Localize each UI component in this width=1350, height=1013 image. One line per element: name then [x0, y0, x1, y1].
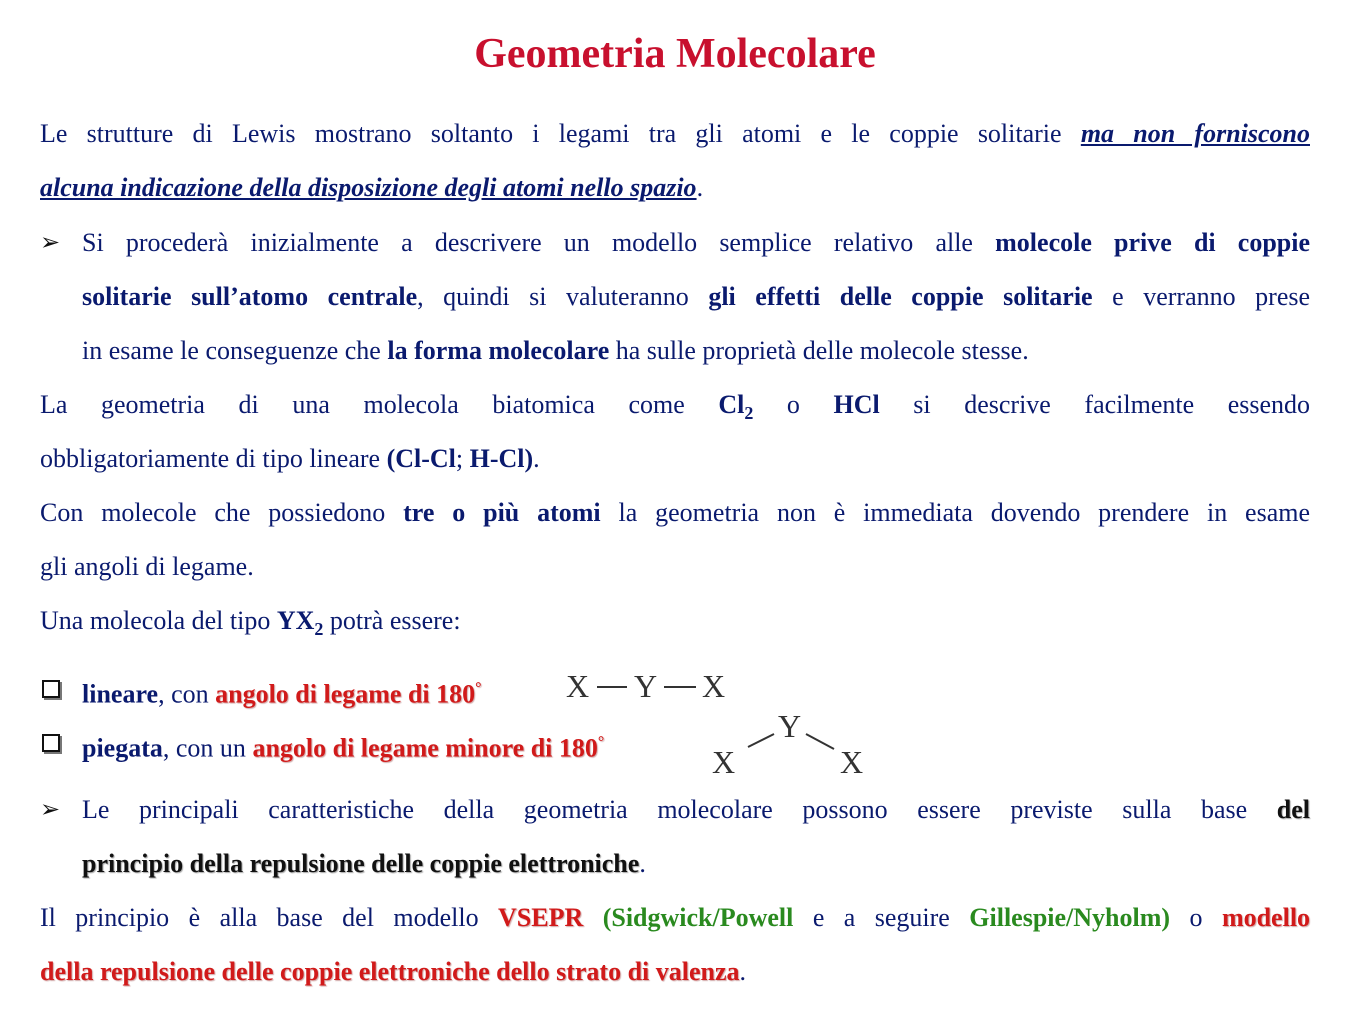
bent-bonds	[700, 700, 880, 790]
atom-y: Y	[634, 668, 658, 704]
bullet1-line-1: Si procederà inizialmente a descrivere un modello semplice relativo alle molecole prive di coppie	[82, 228, 1311, 257]
checkbox-square-icon	[42, 734, 60, 752]
atom-x-right: X	[840, 744, 864, 780]
atom-y: Y	[778, 708, 802, 744]
bond-line	[597, 686, 627, 688]
diatomic-line-1: La geometria di una molecola biatomica come $Cl_2$ o HCl si descrive facilmente essendo	[40, 390, 1311, 424]
arrow-bullet-icon: ➢	[40, 230, 61, 256]
bullet1-line-2: solitarie sull’atomo centrale, quindi si valuteranno gli effetti delle coppie solitarie e verranno prese	[82, 282, 1311, 311]
bullet2-line-1: Le principali caratteristiche della geometria molecolare possono essere previste sulla base del	[82, 795, 1311, 824]
bond-line	[664, 686, 696, 688]
bullet2-line-2: principio della repulsione delle coppie elettroniche.	[82, 849, 646, 878]
atom-x-right: X	[702, 668, 726, 704]
bullet1-line-3: in esame le conseguenze che la forma molecolare ha sulle proprietà delle molecole stesse.	[82, 336, 1029, 365]
polyatomic-line-2: gli angoli di legame.	[40, 552, 254, 581]
vsepr-line-2: della repulsione delle coppie elettroniche dello strato di valenza.	[40, 957, 747, 986]
page-title: Geometria Molecolare	[474, 31, 876, 77]
yx2-line: Una molecola del tipo $YX_2$ potrà essere:	[40, 606, 461, 640]
arrow-bullet-icon: ➢	[40, 797, 61, 823]
atom-x-left: X	[712, 744, 736, 780]
intro-line-1: Le strutture di Lewis mostrano soltanto i legami tra gli atomi e le coppie solitarie ma non forniscono	[40, 119, 1310, 148]
option-bent: piegata, con un angolo di legame minore di 180°	[82, 733, 605, 763]
bond-line	[748, 734, 774, 747]
intro-line-2: alcuna indicazione della disposizione degli atomi nello spazio.	[40, 173, 704, 202]
polyatomic-line-1: Con molecole che possiedono tre o più atomi la geometria non è immediata dovendo prendere in esame	[40, 498, 1311, 527]
vsepr-line-1: Il principio è alla base del modello VSEPR (Sidgwick/Powell e a seguire Gillespie/Nyholm) o modello	[40, 903, 1311, 932]
diatomic-line-2: obbligatoriamente di tipo lineare (Cl-Cl; H-Cl).	[40, 444, 540, 473]
atom-x-left: X	[566, 668, 590, 704]
checkbox-square-icon	[42, 680, 60, 698]
bond-line	[806, 734, 834, 749]
option-linear: lineare, con angolo di legame di 180°	[82, 679, 482, 709]
